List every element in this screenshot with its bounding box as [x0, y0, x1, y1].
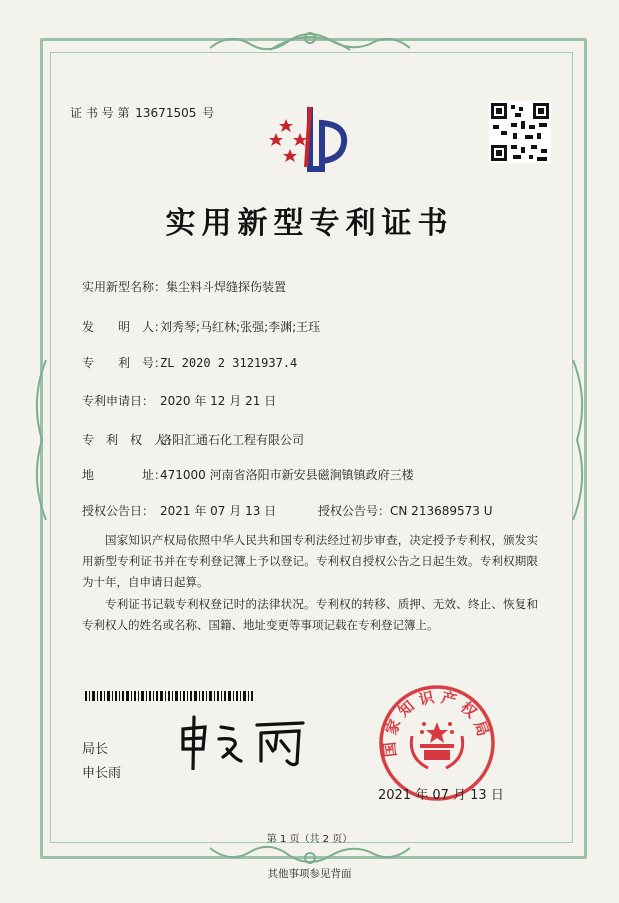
director-title: 局长 [82, 742, 109, 757]
field-value: 471000 河南省洛阳市新安县磁涧镇镇政府三楼 [160, 468, 414, 482]
field-value: 2020 年 12 月 21 日 [160, 394, 277, 408]
field-value: 集尘料斗焊缝探伤装置 [166, 280, 287, 294]
field-label: 授权公告号： [318, 504, 391, 518]
barcode-icon [85, 691, 253, 701]
cnipa-logo-icon [262, 103, 358, 173]
certificate-title: 实用新型专利证书 [165, 206, 454, 241]
field-label: 授权公告日： [82, 504, 155, 518]
field-grant-number [318, 502, 493, 519]
field-label: 地 址： [82, 468, 167, 482]
field-value: ZL 2020 2 3121937.4 [160, 356, 298, 370]
field-patentee [82, 431, 304, 448]
right-ornament [567, 360, 591, 520]
field-patent-number [82, 354, 297, 371]
field-value: 2021 年 07 月 13 日 [160, 504, 277, 518]
svg-text:国 家 知 识 产 权 局: 国 家 知 识 产 权 局 [380, 688, 493, 758]
field-label: 实用新型名称： [82, 280, 167, 294]
page-number: 第 1 页（共 2 页） [266, 834, 353, 845]
field-label: 发 明 人： [82, 320, 167, 334]
director-signature [177, 715, 312, 770]
field-utility-model-name [82, 278, 286, 295]
field-inventors [82, 318, 320, 335]
qr-code-icon [489, 101, 551, 163]
certificate-number-suffix: 号 [202, 106, 215, 120]
certificate-number-value: 13671505 [135, 106, 197, 120]
field-label: 专 利 权 人： [82, 433, 179, 447]
field-grant-announcement [82, 502, 276, 519]
field-label: 专 利 号： [82, 356, 167, 370]
legal-status-paragraph: 专利证书记载专利权登记时的法律状况。专利权的转移、质押、无效、终止、恢复和专利权人的姓名或名称、国籍、地址变更等事项记载在专利登记簿上。 [82, 597, 538, 632]
field-application-date [82, 392, 276, 409]
field-value: CN 213689573 U [390, 504, 493, 518]
footer-note: 其他事项参见背面 [267, 868, 352, 880]
grant-paragraph: 国家知识产权局依照中华人民共和国专利法经过初步审查，决定授予专利权，颁发实用新型专利证书并在专利登记簿上予以登记。专利权自授权公告之日起生效。专利权期限为十年，自申请日起算。 [82, 533, 538, 589]
field-value: 刘秀琴;马红林;张强;李渊;王珏 [160, 320, 321, 334]
director-name: 申长雨 [82, 766, 122, 781]
seal-date: 2021 年 07 月 13 日 [378, 788, 504, 803]
left-ornament [28, 360, 52, 520]
field-address [82, 466, 414, 483]
field-label: 专利申请日： [82, 394, 155, 408]
certificate-number-label: 证 书 号 第 [70, 106, 130, 120]
certificate-number [68, 104, 214, 121]
top-ornament [210, 26, 410, 56]
field-value: 洛阳汇通石化工程有限公司 [160, 433, 305, 447]
